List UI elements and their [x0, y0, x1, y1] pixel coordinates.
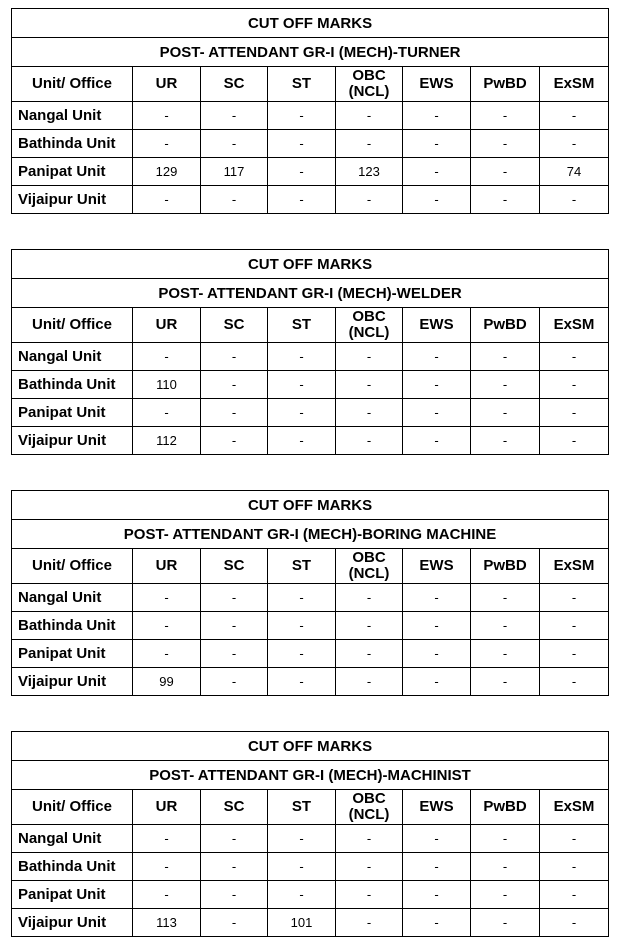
- post-title: POST- ATTENDANT GR-I (MECH)-BORING MACHINE: [12, 520, 609, 549]
- header-ews: EWS: [403, 67, 471, 102]
- cell-ews: -: [403, 909, 471, 937]
- unit-name: Bathinda Unit: [12, 130, 133, 158]
- header-obc-ncl: OBC (NCL): [336, 549, 403, 584]
- cell-exsm: -: [540, 640, 609, 668]
- cell-pwbd: -: [471, 158, 540, 186]
- cell-pwbd: -: [471, 371, 540, 399]
- unit-name: Bathinda Unit: [12, 612, 133, 640]
- cut-off-table-machinist: [11, 731, 609, 937]
- post-title: POST- ATTENDANT GR-I (MECH)-TURNER: [12, 38, 609, 67]
- cell-ews: -: [403, 853, 471, 881]
- cell-exsm: -: [540, 399, 609, 427]
- table-row: [12, 909, 609, 937]
- cell-st: -: [268, 584, 336, 612]
- header-exsm: ExSM: [540, 308, 609, 343]
- cell-sc: -: [201, 427, 268, 455]
- unit-name: Bathinda Unit: [12, 853, 133, 881]
- cell-sc: -: [201, 853, 268, 881]
- cell-ur: -: [133, 102, 201, 130]
- cell-sc: -: [201, 186, 268, 214]
- cell-st: -: [268, 399, 336, 427]
- cell-exsm: -: [540, 881, 609, 909]
- cell-sc: -: [201, 399, 268, 427]
- unit-name: Vijaipur Unit: [12, 668, 133, 696]
- table-row: [12, 427, 609, 455]
- cell-st: -: [268, 158, 336, 186]
- header-obc-ncl: OBC (NCL): [336, 790, 403, 825]
- cell-st: -: [268, 853, 336, 881]
- header-unit-office: Unit/ Office: [12, 67, 133, 102]
- table-title: CUT OFF MARKS: [12, 9, 609, 38]
- cell-ur: 112: [133, 427, 201, 455]
- cell-exsm: -: [540, 909, 609, 937]
- header-exsm: ExSM: [540, 790, 609, 825]
- cell-ews: -: [403, 186, 471, 214]
- cell-st: -: [268, 186, 336, 214]
- cell-exsm: -: [540, 825, 609, 853]
- table-row: [12, 668, 609, 696]
- table-row: [12, 102, 609, 130]
- header-ur: UR: [133, 67, 201, 102]
- cell-ur: -: [133, 640, 201, 668]
- cell-st: -: [268, 427, 336, 455]
- cell-ews: -: [403, 825, 471, 853]
- cell-exsm: -: [540, 427, 609, 455]
- cell-ews: -: [403, 612, 471, 640]
- header-pwbd: PwBD: [471, 790, 540, 825]
- header-ur: UR: [133, 790, 201, 825]
- cell-obc: -: [336, 825, 403, 853]
- header-ews: EWS: [403, 790, 471, 825]
- cell-pwbd: -: [471, 343, 540, 371]
- table-row: [12, 612, 609, 640]
- header-st: ST: [268, 308, 336, 343]
- header-ur: UR: [133, 308, 201, 343]
- cell-sc: -: [201, 130, 268, 158]
- unit-name: Nangal Unit: [12, 825, 133, 853]
- cell-pwbd: -: [471, 640, 540, 668]
- cell-pwbd: -: [471, 102, 540, 130]
- cell-pwbd: -: [471, 909, 540, 937]
- header-sc: SC: [201, 308, 268, 343]
- cell-pwbd: -: [471, 853, 540, 881]
- cell-obc: -: [336, 612, 403, 640]
- cell-exsm: -: [540, 668, 609, 696]
- cell-ur: -: [133, 584, 201, 612]
- cell-ews: -: [403, 158, 471, 186]
- header-st: ST: [268, 790, 336, 825]
- cell-sc: -: [201, 909, 268, 937]
- header-obc-ncl: OBC (NCL): [336, 67, 403, 102]
- header-ews: EWS: [403, 549, 471, 584]
- cell-exsm: -: [540, 102, 609, 130]
- cell-obc: 123: [336, 158, 403, 186]
- unit-name: Panipat Unit: [12, 640, 133, 668]
- cell-sc: -: [201, 102, 268, 130]
- cell-pwbd: -: [471, 881, 540, 909]
- cell-sc: -: [201, 612, 268, 640]
- header-sc: SC: [201, 790, 268, 825]
- cell-obc: -: [336, 102, 403, 130]
- post-title: POST- ATTENDANT GR-I (MECH)-MACHINIST: [12, 761, 609, 790]
- cell-ur: -: [133, 612, 201, 640]
- cell-ews: -: [403, 399, 471, 427]
- cell-sc: -: [201, 668, 268, 696]
- cell-pwbd: -: [471, 399, 540, 427]
- cell-exsm: 74: [540, 158, 609, 186]
- table-title: CUT OFF MARKS: [12, 732, 609, 761]
- cell-sc: -: [201, 881, 268, 909]
- cell-obc: -: [336, 853, 403, 881]
- header-st: ST: [268, 67, 336, 102]
- cell-pwbd: -: [471, 186, 540, 214]
- cell-pwbd: -: [471, 825, 540, 853]
- table-title: CUT OFF MARKS: [12, 491, 609, 520]
- unit-name: Vijaipur Unit: [12, 909, 133, 937]
- header-sc: SC: [201, 67, 268, 102]
- cell-ur: 129: [133, 158, 201, 186]
- cell-ur: -: [133, 186, 201, 214]
- cell-pwbd: -: [471, 584, 540, 612]
- cell-ews: -: [403, 881, 471, 909]
- header-ews: EWS: [403, 308, 471, 343]
- cell-st: -: [268, 343, 336, 371]
- cell-ews: -: [403, 343, 471, 371]
- table-row: [12, 825, 609, 853]
- cell-st: -: [268, 102, 336, 130]
- unit-name: Nangal Unit: [12, 343, 133, 371]
- cell-ews: -: [403, 371, 471, 399]
- cell-st: -: [268, 881, 336, 909]
- cell-ur: -: [133, 853, 201, 881]
- cell-ews: -: [403, 102, 471, 130]
- table-row: [12, 343, 609, 371]
- cell-obc: -: [336, 881, 403, 909]
- unit-name: Panipat Unit: [12, 881, 133, 909]
- unit-name: Vijaipur Unit: [12, 427, 133, 455]
- header-unit-office: Unit/ Office: [12, 308, 133, 343]
- header-ur: UR: [133, 549, 201, 584]
- table-row: [12, 640, 609, 668]
- cell-ews: -: [403, 130, 471, 158]
- cut-off-table-welder: [11, 249, 609, 455]
- cell-obc: -: [336, 399, 403, 427]
- cut-off-table-boring-machine: [11, 490, 609, 696]
- table-row: [12, 399, 609, 427]
- table-title: CUT OFF MARKS: [12, 250, 609, 279]
- cell-sc: -: [201, 640, 268, 668]
- cell-st: 101: [268, 909, 336, 937]
- cell-st: -: [268, 612, 336, 640]
- cell-obc: -: [336, 343, 403, 371]
- cell-st: -: [268, 130, 336, 158]
- header-exsm: ExSM: [540, 549, 609, 584]
- cell-exsm: -: [540, 186, 609, 214]
- cell-exsm: -: [540, 130, 609, 158]
- table-row: [12, 881, 609, 909]
- table-row: [12, 186, 609, 214]
- table-row: [12, 130, 609, 158]
- cell-ur: 99: [133, 668, 201, 696]
- cell-sc: 117: [201, 158, 268, 186]
- cell-obc: -: [336, 668, 403, 696]
- cell-st: -: [268, 640, 336, 668]
- table-row: [12, 158, 609, 186]
- post-title: POST- ATTENDANT GR-I (MECH)-WELDER: [12, 279, 609, 308]
- unit-name: Nangal Unit: [12, 102, 133, 130]
- cell-sc: -: [201, 343, 268, 371]
- cell-sc: -: [201, 584, 268, 612]
- unit-name: Vijaipur Unit: [12, 186, 133, 214]
- table-row: [12, 584, 609, 612]
- cell-st: -: [268, 825, 336, 853]
- cell-ur: -: [133, 825, 201, 853]
- cell-sc: -: [201, 371, 268, 399]
- cell-ews: -: [403, 427, 471, 455]
- cell-ews: -: [403, 640, 471, 668]
- cell-obc: -: [336, 640, 403, 668]
- unit-name: Nangal Unit: [12, 584, 133, 612]
- cell-ur: -: [133, 343, 201, 371]
- header-obc-ncl: OBC (NCL): [336, 308, 403, 343]
- cell-ur: -: [133, 130, 201, 158]
- cell-pwbd: -: [471, 668, 540, 696]
- cell-ur: -: [133, 399, 201, 427]
- cell-pwbd: -: [471, 427, 540, 455]
- cell-obc: -: [336, 130, 403, 158]
- cell-obc: -: [336, 186, 403, 214]
- header-st: ST: [268, 549, 336, 584]
- cell-st: -: [268, 371, 336, 399]
- cell-obc: -: [336, 909, 403, 937]
- cell-sc: -: [201, 825, 268, 853]
- cell-obc: -: [336, 427, 403, 455]
- table-row: [12, 371, 609, 399]
- cell-ews: -: [403, 584, 471, 612]
- cell-ur: 113: [133, 909, 201, 937]
- cell-obc: -: [336, 584, 403, 612]
- header-exsm: ExSM: [540, 67, 609, 102]
- cut-off-table-turner: [11, 8, 609, 214]
- cell-exsm: -: [540, 371, 609, 399]
- cell-exsm: -: [540, 612, 609, 640]
- header-unit-office: Unit/ Office: [12, 790, 133, 825]
- table-row: [12, 853, 609, 881]
- cell-obc: -: [336, 371, 403, 399]
- cell-st: -: [268, 668, 336, 696]
- cell-ur: -: [133, 881, 201, 909]
- header-pwbd: PwBD: [471, 67, 540, 102]
- cell-pwbd: -: [471, 612, 540, 640]
- header-sc: SC: [201, 549, 268, 584]
- cell-exsm: -: [540, 343, 609, 371]
- header-pwbd: PwBD: [471, 549, 540, 584]
- unit-name: Panipat Unit: [12, 399, 133, 427]
- cell-ews: -: [403, 668, 471, 696]
- header-pwbd: PwBD: [471, 308, 540, 343]
- cell-ur: 110: [133, 371, 201, 399]
- unit-name: Panipat Unit: [12, 158, 133, 186]
- cell-exsm: -: [540, 584, 609, 612]
- cell-exsm: -: [540, 853, 609, 881]
- header-unit-office: Unit/ Office: [12, 549, 133, 584]
- cell-pwbd: -: [471, 130, 540, 158]
- unit-name: Bathinda Unit: [12, 371, 133, 399]
